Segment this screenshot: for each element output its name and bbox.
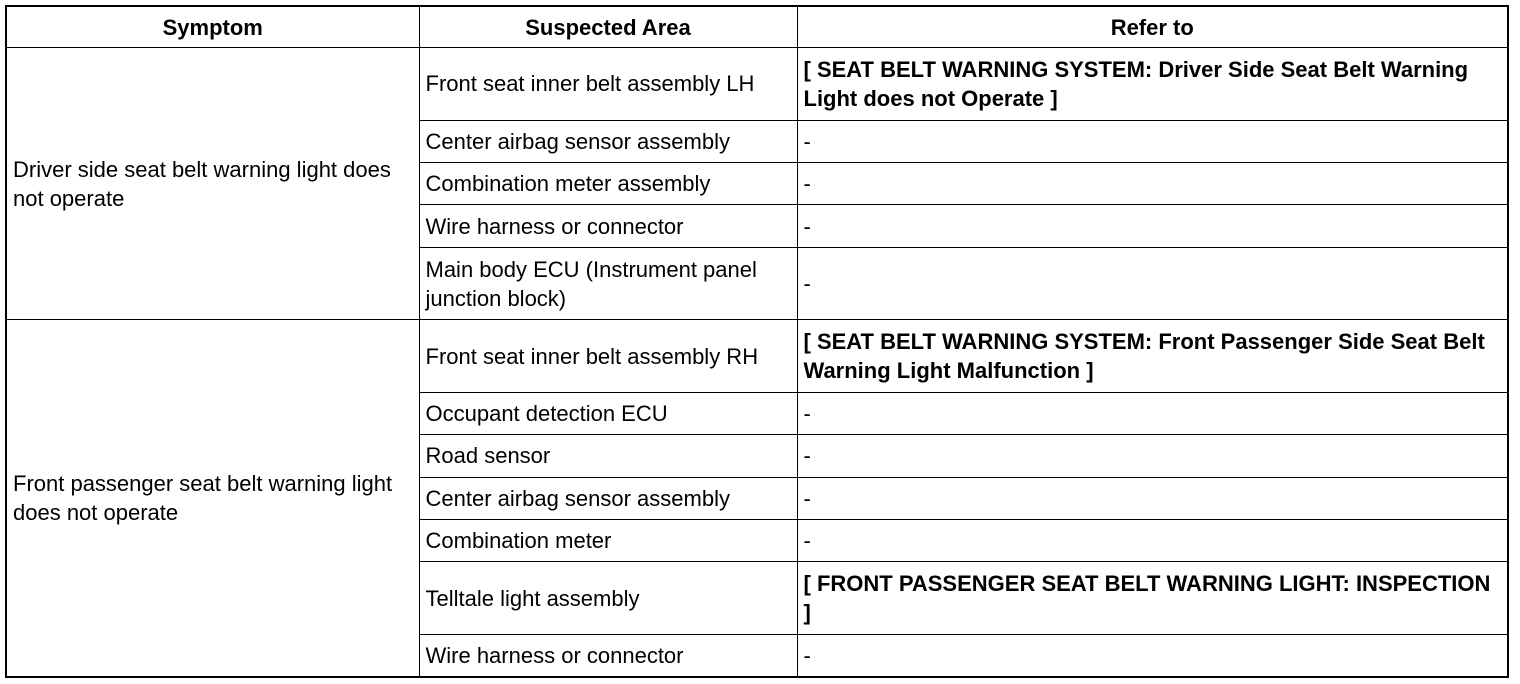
refer-cell: - [797, 120, 1508, 162]
suspected-area-cell: Main body ECU (Instrument panel junction block) [419, 247, 797, 320]
symptom-cell: Front passenger seat belt warning light does not operate [6, 320, 419, 677]
suspected-area-cell: Front seat inner belt assembly RH [419, 320, 797, 393]
suspected-area-cell: Wire harness or connector [419, 205, 797, 247]
suspected-area-cell: Road sensor [419, 435, 797, 477]
refer-cell: - [797, 392, 1508, 434]
refer-cell: - [797, 435, 1508, 477]
header-row [6, 6, 1508, 48]
refer-link[interactable]: [ SEAT BELT WARNING SYSTEM: Front Passenger Side Seat Belt Warning Light Malfunction ] [797, 320, 1508, 393]
symptom-table [5, 5, 1509, 678]
refer-cell: - [797, 477, 1508, 519]
refer-cell: - [797, 635, 1508, 677]
header-refer-to: Refer to [797, 6, 1508, 48]
header-suspected-area: Suspected Area [419, 6, 797, 48]
suspected-area-cell: Center airbag sensor assembly [419, 120, 797, 162]
refer-link[interactable]: [ FRONT PASSENGER SEAT BELT WARNING LIGHT: INSPECTION ] [797, 562, 1508, 635]
suspected-area-cell: Front seat inner belt assembly LH [419, 48, 797, 121]
suspected-area-cell: Center airbag sensor assembly [419, 477, 797, 519]
refer-link[interactable]: [ SEAT BELT WARNING SYSTEM: Driver Side Seat Belt Warning Light does not Operate ] [797, 48, 1508, 121]
symptom-cell: Driver side seat belt warning light does not operate [6, 48, 419, 320]
table-row [6, 320, 1508, 393]
suspected-area-cell: Combination meter assembly [419, 162, 797, 204]
suspected-area-cell: Wire harness or connector [419, 635, 797, 677]
suspected-area-cell: Combination meter [419, 520, 797, 562]
header-symptom: Symptom [6, 6, 419, 48]
suspected-area-cell: Occupant detection ECU [419, 392, 797, 434]
refer-cell: - [797, 205, 1508, 247]
refer-cell: - [797, 520, 1508, 562]
refer-cell: - [797, 247, 1508, 320]
suspected-area-cell: Telltale light assembly [419, 562, 797, 635]
refer-cell: - [797, 162, 1508, 204]
table-row [6, 48, 1508, 121]
